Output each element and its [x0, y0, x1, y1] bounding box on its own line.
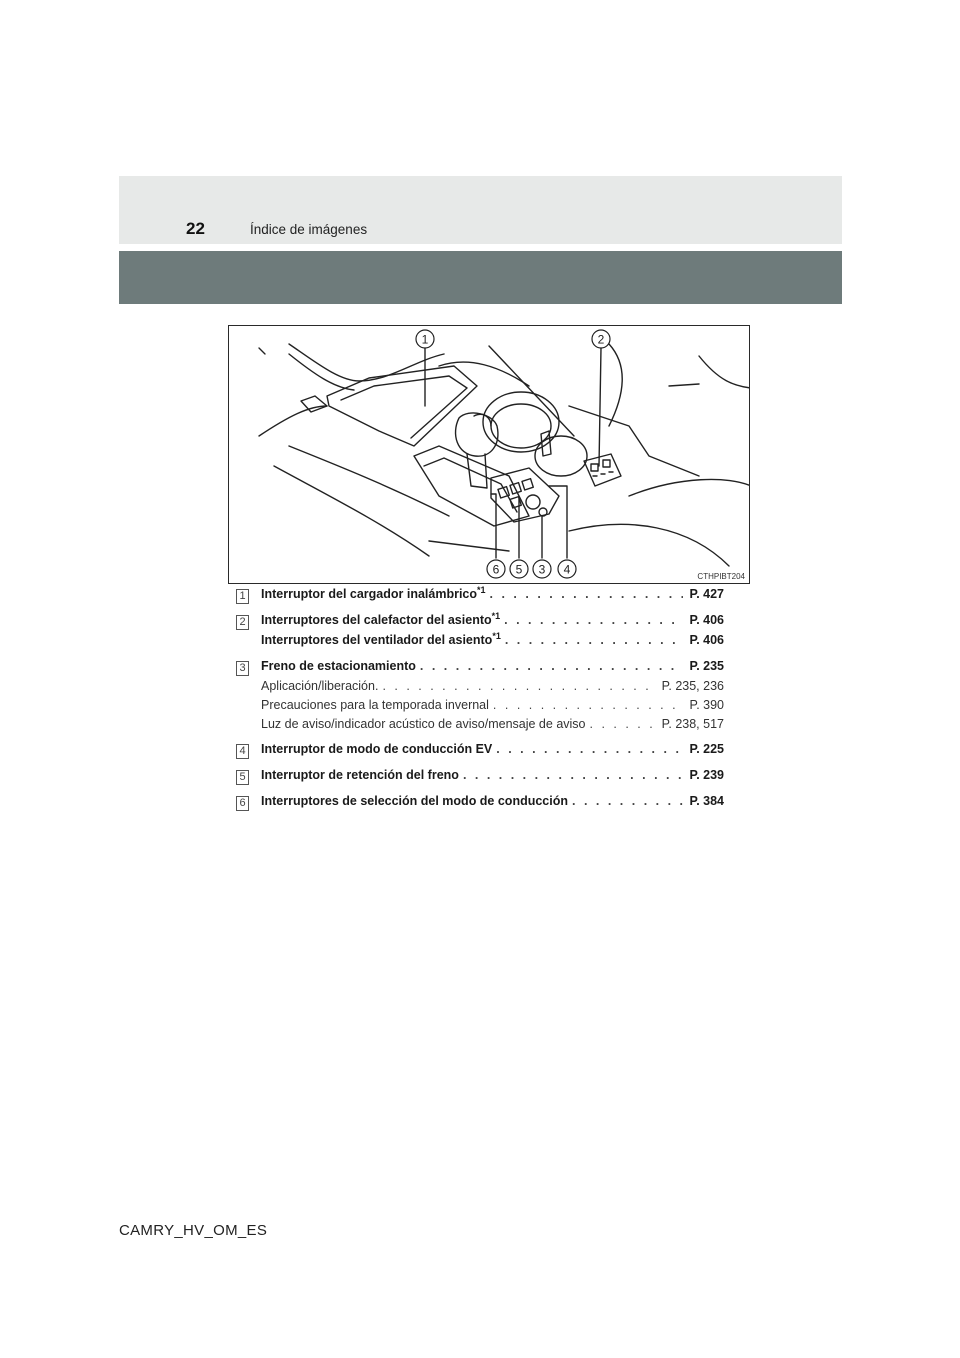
dot-leader — [463, 768, 684, 782]
callout-5: 5 — [515, 562, 523, 577]
dot-leader — [572, 794, 683, 808]
page-reference: P. 235, 236 — [661, 679, 724, 693]
item-label: Luz de aviso/indicador acústico de aviso/mensaje de aviso — [261, 717, 586, 731]
section-title: Índice de imágenes — [250, 222, 368, 237]
item-label: Interruptores del ventilador del asiento$^{*1}$ — [261, 630, 501, 647]
item-line — [261, 679, 724, 698]
page-reference: P. 390 — [689, 698, 724, 712]
dot-leader — [496, 742, 683, 756]
callout-3: 3 — [538, 562, 546, 577]
item-label: Interruptor de modo de conducción EV — [261, 742, 493, 756]
list-item — [236, 742, 724, 762]
dot-leader — [490, 587, 684, 601]
header-band — [119, 176, 842, 244]
list-item — [236, 584, 724, 607]
item-number-badge: 3 — [236, 661, 249, 676]
item-number-badge: 2 — [236, 615, 249, 630]
document-code: CAMRY_HV_OM_ES — [119, 1222, 268, 1239]
dot-leader — [504, 613, 683, 627]
list-item — [236, 768, 724, 788]
item-line — [261, 630, 724, 653]
item-line — [261, 659, 724, 679]
page-reference: P. 235 — [689, 659, 724, 673]
item-label: Precauciones para la temporada invernal — [261, 698, 489, 712]
item-list — [236, 584, 724, 820]
dot-leader — [420, 659, 684, 673]
item-label: Interruptor de retención del freno — [261, 768, 459, 782]
item-number-badge: 5 — [236, 770, 249, 785]
page-reference: P. 406 — [689, 613, 724, 627]
list-item — [236, 659, 724, 736]
item-number-badge: 4 — [236, 744, 249, 759]
item-label: Interruptores de selección del modo de conducción — [261, 794, 569, 808]
console-line-drawing — [229, 326, 750, 584]
item-line — [261, 584, 724, 607]
item-line — [261, 768, 724, 788]
page-number: 22 — [186, 219, 205, 238]
dot-leader — [505, 633, 684, 647]
item-line — [261, 794, 724, 814]
item-label: Interruptor del cargador inalámbrico$^{*1}$ — [261, 584, 486, 601]
page-reference: P. 225 — [689, 742, 724, 756]
list-item — [236, 794, 724, 814]
page-reference: P. 427 — [689, 587, 724, 601]
dot-leader — [493, 698, 684, 712]
item-line — [261, 698, 724, 717]
callout-4: 4 — [563, 562, 571, 577]
item-line — [261, 717, 724, 736]
callout-6: 6 — [492, 562, 500, 577]
item-number-badge: 6 — [236, 796, 249, 811]
page-reference: P. 238, 517 — [661, 717, 724, 731]
title-bar — [119, 251, 842, 304]
figure-code: CTHPIBT204 — [697, 572, 745, 581]
item-label: Aplicación/liberación. — [261, 679, 379, 693]
console-illustration — [228, 325, 750, 584]
list-item — [236, 610, 724, 653]
callout-2: 2 — [597, 332, 605, 347]
page-reference: P. 239 — [689, 768, 724, 782]
callout-1: 1 — [421, 332, 429, 347]
item-label: Interruptores del calefactor del asiento$^{*1}$ — [261, 610, 501, 627]
item-number-badge: 1 — [236, 589, 249, 604]
item-line — [261, 742, 724, 762]
dot-leader — [590, 717, 656, 731]
page-reference: P. 384 — [689, 794, 724, 808]
item-label: Freno de estacionamiento — [261, 659, 416, 673]
dot-leader — [382, 679, 655, 693]
page-reference: P. 406 — [689, 633, 724, 647]
